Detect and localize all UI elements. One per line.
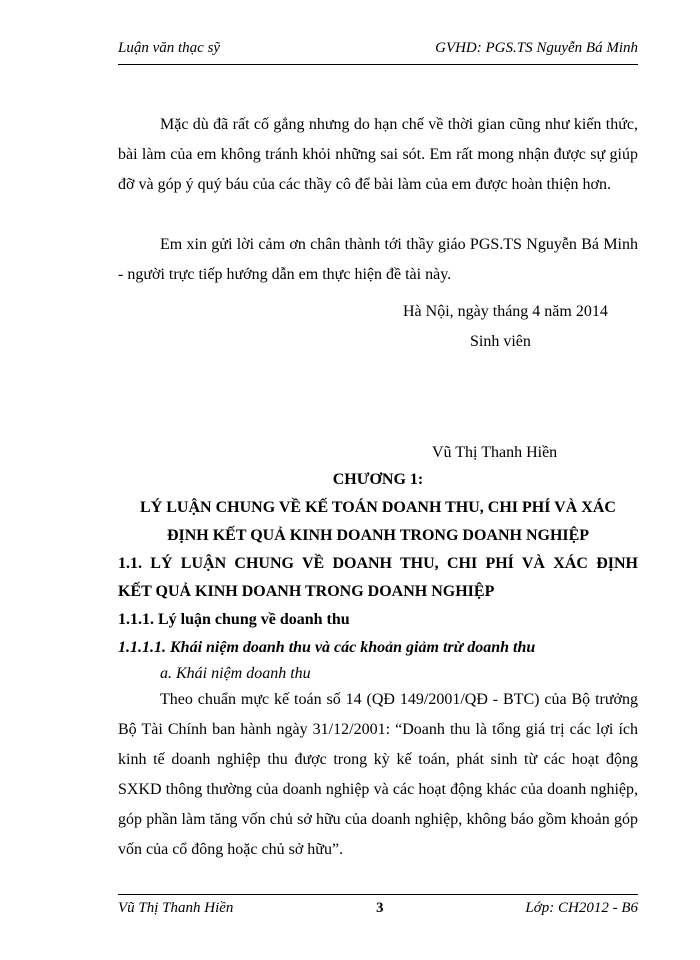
signer-name: Vũ Thị Thanh Hiền bbox=[432, 444, 558, 461]
header-rule bbox=[118, 64, 638, 65]
place-date: Hà Nội, ngày tháng 4 năm 2014 bbox=[403, 303, 608, 320]
chapter-title-line-2: ĐỊNH KẾT QUẢ KINH DOANH TRONG DOANH NGHIỆP bbox=[166, 527, 590, 544]
acknowledgement-paragraph-1: Mặc dù đã rất cố gắng nhưng do hạn chế về thời gian cũng như kiến thức, bài làm của em không tránh khỏi những sai sót. Em rất mong nhận được sự giúp đỡ và góp ý quý báu của các thầy cô để bài làm của em được hoàn thiện hơn. bbox=[118, 116, 638, 193]
header-advisor: GVHD: PGS.TS Nguyễn Bá Minh bbox=[435, 40, 638, 56]
revenue-definition-paragraph: Theo chuẩn mực kế toán số 14 (QĐ 149/2001/QĐ - BTC) của Bộ trưởng Bộ Tài Chính ban hành ngày 31/12/2001: “Doanh thu là tổng giá trị các lợi ích kinh tế doanh nghiệp thu được trong kỳ kế toán, phát sinh từ các hoạt động SXKD thông thường của doanh nghiệp và các hoạt động khác của doanh nghiệp, góp phần làm tăng vốn chủ sở hữu của doanh nghiệp, không báo gồm khoản góp vốn của cổ đông hoặc chủ sở hữu”. bbox=[118, 691, 638, 858]
subsection-a-heading: a. Khái niệm doanh thu bbox=[160, 665, 311, 682]
chapter-number: CHƯƠNG 1: bbox=[332, 471, 424, 488]
acknowledgement-paragraph-2: Em xin gửi lời cảm ơn chân thành tới thầy giáo PGS.TS Nguyễn Bá Minh - người trực tiếp hướng dẫn em thực hiện đề tài này. bbox=[118, 236, 638, 283]
chapter-title-line-1: LÝ LUẬN CHUNG VỀ KẾ TOÁN DOANH THU, CHI PHÍ VÀ XÁC bbox=[140, 499, 616, 516]
footer-author: Vũ Thị Thanh Hiền bbox=[118, 900, 234, 916]
section-1-1-line-1: 1.1. LÝ LUẬN CHUNG VỀ DOANH THU, CHI PHÍ VÀ XÁC ĐỊNH bbox=[118, 555, 638, 572]
section-1-1-1-1-heading: 1.1.1.1. Khái niệm doanh thu và các khoản giảm trừ doanh thu bbox=[118, 639, 536, 656]
footer-rule bbox=[118, 894, 638, 895]
header-thesis-type: Luận văn thạc sỹ bbox=[118, 40, 221, 56]
section-1-1-1-heading: 1.1.1. Lý luận chung về doanh thu bbox=[118, 611, 350, 628]
footer-class: Lớp: CH2012 - B6 bbox=[525, 900, 638, 916]
section-1-1-line-2: KẾT QUẢ KINH DOANH TRONG DOANH NGHIỆP bbox=[118, 583, 495, 600]
signer-role: Sinh viên bbox=[470, 333, 531, 350]
page-number: 3 bbox=[376, 900, 384, 916]
